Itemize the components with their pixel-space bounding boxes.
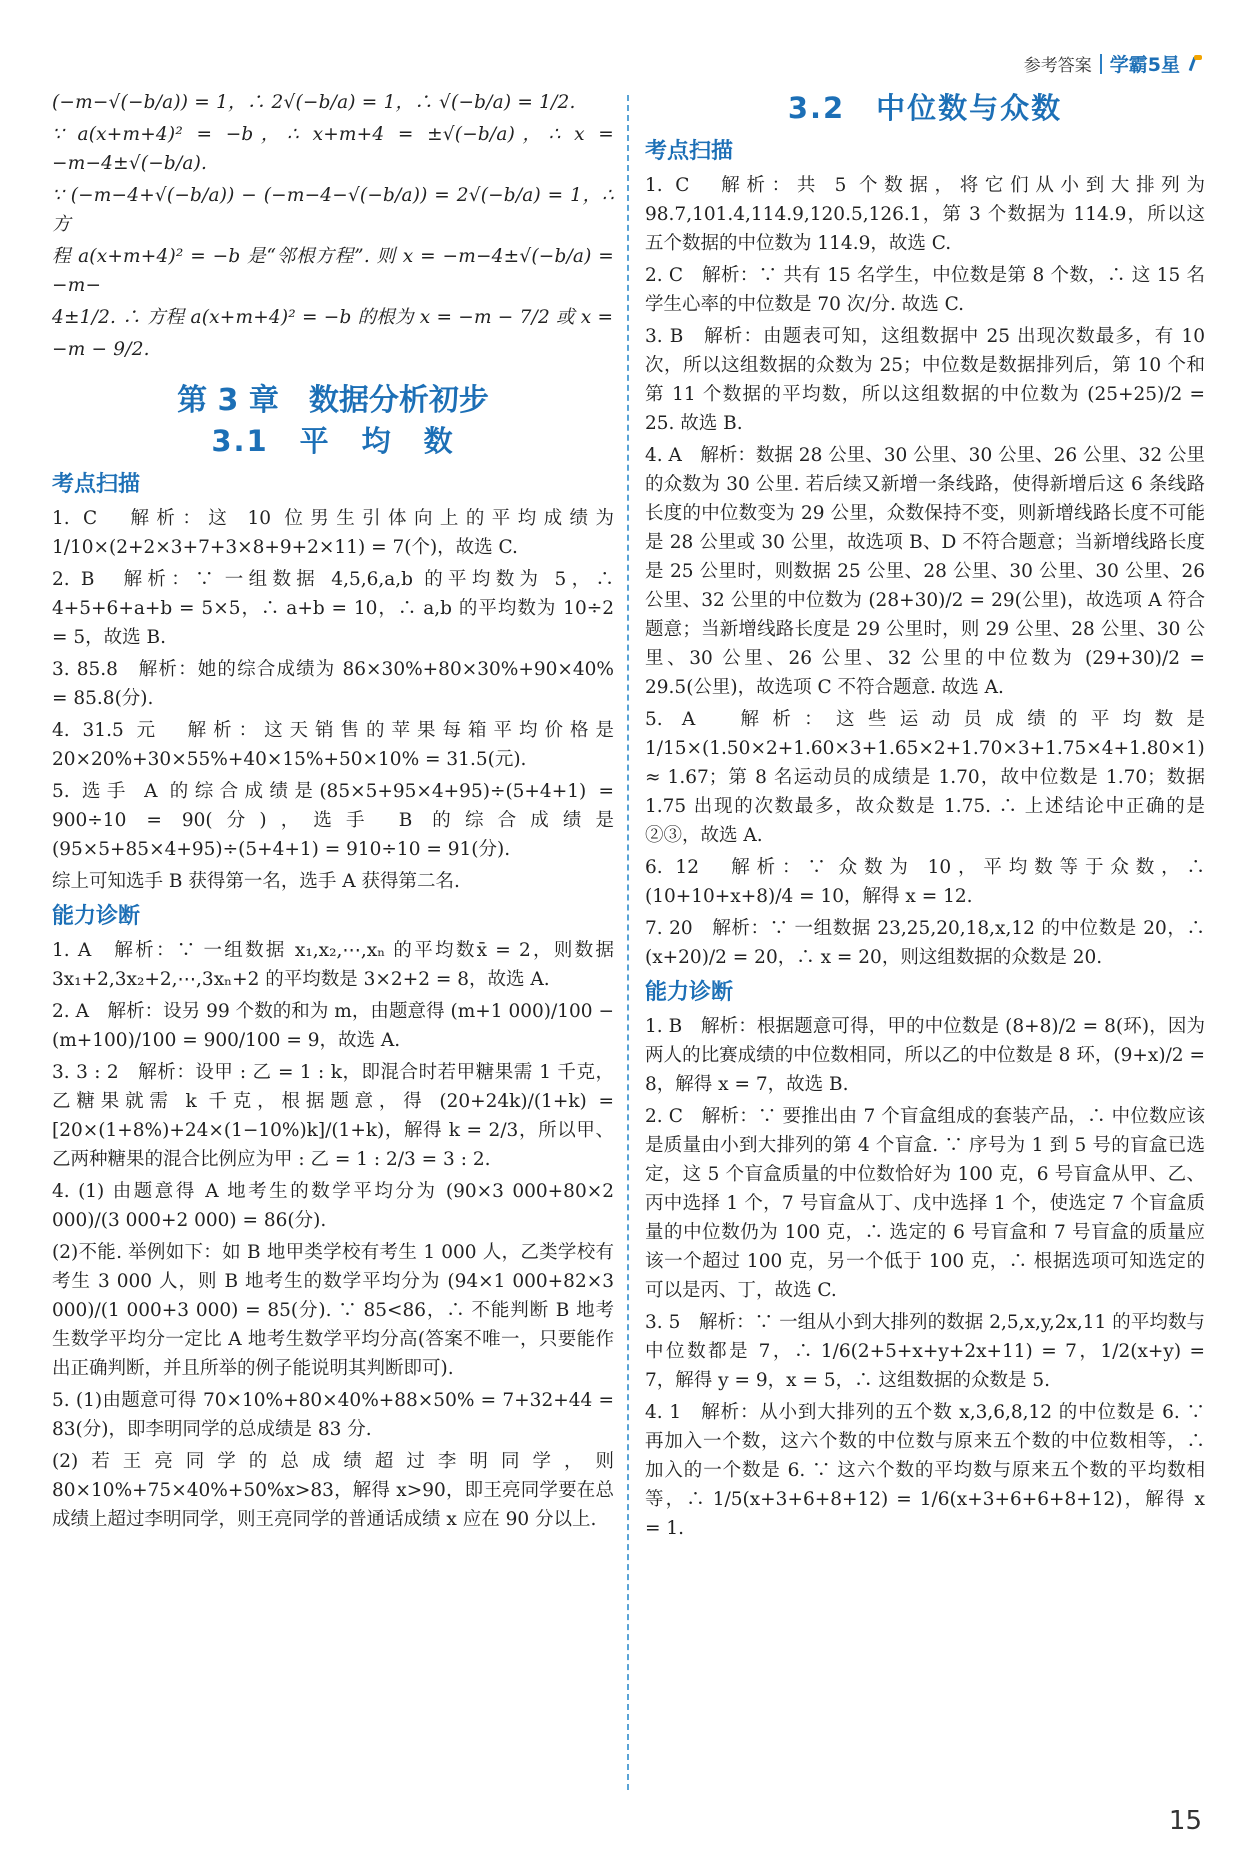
answer-item: 2. B 解析：∵ 一组数据 4,5,6,a,b 的平均数为 5，∴ 4+5+6+a+b = 5×5，∴ a+b = 10，∴ a,b 的平均数为 10÷2 = 5，故选 B. xyxy=(52,569,614,648)
brand-pen-icon xyxy=(1188,55,1202,73)
answer-item: 3. 85.8 解析：她的综合成绩为 86×30%+80×30%+90×40% = 85.8(分). xyxy=(52,659,614,709)
nengli-heading: 能力诊断 xyxy=(645,980,734,1005)
kaodian-heading: 考点扫描 xyxy=(645,139,734,164)
answer-item: 7. 20 解析：∵ 一组数据 23,25,20,18,x,12 的中位数是 20，∴ (x+20)/2 = 20，∴ x = 20，则这组数据的众数是 20. xyxy=(645,918,1205,968)
answer-item: 3. B 解析：由题表可知，这组数据中 25 出现次数最多，有 10 次，所以这组数据的众数为 25；中位数是数据排列后，第 10 个和第 11 个数据的平均数，所以这组数据的中位数为 (25+25)/2 = 25. 故选 B. xyxy=(645,326,1205,434)
kaodian-heading: 考点扫描 xyxy=(52,472,141,497)
answer-item: 2. C 解析：∵ 要推出由 7 个盲盒组成的套装产品，∴ 中位数应该是质量由小到大排列的第 4 个盲盒. ∵ 序号为 1 到 5 号的盲盒已选定，这 5 个盲盒质量的中位数恰好为 100 克，6 号盲盒从甲、乙、丙中选择 1 个，7 号盲盒从丁、戊中选择 1 个，使选定 7 个盲盒质量的中位数仍为 100 克，∴ 选定的 6 号盲盒和 7 号盲盒的质量应该一个超过 100 克，另一个低于 100 克，∴ 根据选项可知选定的可以是丙、丁，故选 C. xyxy=(645,1106,1205,1301)
continuation-line: −m − 9/2. xyxy=(52,339,150,360)
answer-item: 1. A 解析：∵ 一组数据 x₁,x₂,⋯,xₙ 的平均数x̄ = 2，则数据 3x₁+2,3x₂+2,⋯,3xₙ+2 的平均数是 3×2+2 = 8，故选 A. xyxy=(52,940,614,990)
answer-item: (2)不能. 举例如下：如 B 地甲类学校有考生 1 000 人，乙类学校有考生 3 000 人，则 B 地考生的数学平均分为 (94×1 000+82×3 000)/(1 000+3 000) = 85(分). ∵ 85<86，∴ 不能判断 B 地考生数学平均分一定比 A 地考生数学平均分高(答案不唯一，只要能作出正确判断，并且所举的例子能说明其判断即可). xyxy=(52,1242,614,1379)
brand-logo-text: 学霸5星 xyxy=(1109,54,1180,76)
page-header xyxy=(1024,50,1202,77)
section-title-3-1: 3.1 平 均 数 xyxy=(211,424,455,458)
chapter-title: 第 3 章 数据分析初步 xyxy=(177,383,489,418)
continuation-line: (−m−√(−b/a)) = 1，∴ 2√(−b/a) = 1，∴ √(−b/a) = 1/2. xyxy=(52,92,576,113)
answer-item: 4. A 解析：数据 28 公里、30 公里、30 公里、26 公里、32 公里的众数为 30 公里. 若后续又新增一条线路，使得新增后这 6 条线路长度的中位数变为 29 公里，众数保持不变，则新增线路长度不可能是 28 公里或 30 公里，故选项 B、D 不符合题意；当新增线路长度是 25 公里时，则数据 25 公里、28 公里、30 公里、30 公里、26 公里、32 公里的中位数为 (28+30)/2 = 29(公里)，故选项 A 符合题意；当新增线路长度是 29 公里时，则 29 公里、28 公里、30 公里、30 公里、26 公里、32 公里的中位数为 (29+30)/2 = 29.5(公里)，故选项 C 不符合题意. 故选 A. xyxy=(645,445,1205,698)
section-title-3-2: 3.2 中位数与众数 xyxy=(787,91,1063,125)
answer-item: (2)若王亮同学的总成绩超过李明同学，则 80×10%+75×40%+50%x>83，解得 x>90，即王亮同学要在总成绩上超过李明同学，则王亮同学的普通话成绩 x 应在 90 分以上. xyxy=(52,1451,614,1530)
answer-item: 4. 31.5 元 解析：这天销售的苹果每箱平均价格是 20×20%+30×55%+40×15%+50×10% = 31.5(元). xyxy=(52,720,614,770)
continuation-line: ∵ a(x+m+4)² = −b，∴ x+m+4 = ±√(−b/a)，∴ x = −m−4±√(−b/a). xyxy=(52,124,614,174)
page-number: 15 xyxy=(1168,1806,1202,1836)
left-column xyxy=(52,88,614,1537)
header-separator xyxy=(1100,54,1102,74)
answer-item: 3. 5 解析：∵ 一组从小到大排列的数据 2,5,x,y,2x,11 的平均数与中位数都是 7，∴ 1/6(2+5+x+y+2x+11) = 7，1/2(x+y) = 7，解得 y = 9，x = 5，∴ 这组数据的众数是 5. xyxy=(645,1312,1205,1391)
answer-item: 4. 1 解析：从小到大排列的五个数 x,3,6,8,12 的中位数是 6. ∵ 再加入一个数，这六个数的中位数与原来五个数的中位数相等，∴ 加入的一个数是 6. ∵ 这六个数的平均数与原来五个数的平均数相等，∴ 1/5(x+3+6+8+12) = 1/6(x+3+6+6+8+12)，解得 x = 1. xyxy=(645,1402,1205,1539)
nengli-heading: 能力诊断 xyxy=(52,904,141,929)
column-divider xyxy=(627,95,629,1790)
answer-item: 2. A 解析：设另 99 个数的和为 m，由题意得 (m+1 000)/100 − (m+100)/100 = 900/100 = 9，故选 A. xyxy=(52,1001,614,1051)
answer-item: 4. (1) 由题意得 A 地考生的数学平均分为 (90×3 000+80×2 000)/(3 000+2 000) = 86(分). xyxy=(52,1181,614,1231)
answer-item: 2. C 解析：∵ 共有 15 名学生，中位数是第 8 个数，∴ 这 15 名学生心率的中位数是 70 次/分. 故选 C. xyxy=(645,265,1205,315)
answer-item: 5. 选手 A 的综合成绩是(85×5+95×4+95)÷(5+4+1) = 900÷10 = 90(分)，选手 B 的综合成绩是(95×5+85×4+95)÷(5+4+1) = 910÷10 = 91(分). xyxy=(52,781,614,860)
header-label: 参考答案 xyxy=(1023,56,1092,76)
continuation-line: 4±1/2. ∴ 方程 a(x+m+4)² = −b 的根为 x = −m − 7/2 或 x = xyxy=(52,307,614,328)
continuation-line: ∵ (−m−4+√(−b/a)) − (−m−4−√(−b/a)) = 2√(−b/a) = 1，∴ 方 xyxy=(52,185,614,235)
right-column xyxy=(645,88,1205,1546)
answer-item: 5. (1)由题意可得 70×10%+80×40%+88×50% = 7+32+44 = 83(分)，即李明同学的总成绩是 83 分. xyxy=(52,1390,614,1440)
answer-item: 综上可知选手 B 获得第一名，选手 A 获得第二名. xyxy=(52,871,460,892)
answer-item: 5. A 解析：这些运动员成绩的平均数是 1/15×(1.50×2+1.60×3+1.65×2+1.70×3+1.75×4+1.80×1) ≈ 1.67；第 8 名运动员的成绩是 1.70，故中位数是 1.70；数据 1.75 出现的次数最多，故众数是 1.75. ∴ 上述结论中正确的是②③，故选 A. xyxy=(645,709,1205,846)
answer-item: 6. 12 解析：∵ 众数为 10，平均数等于众数，∴ (10+10+x+8)/4 = 10，解得 x = 12. xyxy=(645,857,1205,907)
answer-item: 1. C 解析：这 10 位男生引体向上的平均成绩为 1/10×(2+2×3+7+3×8+9+2×11) = 7(个)，故选 C. xyxy=(52,508,614,558)
answer-item: 3. 3 : 2 解析：设甲 : 乙 = 1 : k，即混合时若甲糖果需 1 千克，乙糖果就需 k 千克，根据题意，得 (20+24k)/(1+k) = [20×(1+8%)+24×(1−10%)k]/(1+k)，解得 k = 2/3，所以甲、乙两种糖果的混合比例应为甲 : 乙 = 1 : 2/3 = 3 : 2. xyxy=(52,1062,614,1170)
answer-item: 1. C 解析：共 5 个数据，将它们从小到大排列为 98.7,101.4,114.9,120.5,126.1，第 3 个数据为 114.9，所以这五个数据的中位数为 114.9，故选 C. xyxy=(645,175,1205,254)
answer-item: 1. B 解析：根据题意可得，甲的中位数是 (8+8)/2 = 8(环)，因为两人的比赛成绩的中位数相同，所以乙的中位数是 8 环，(9+x)/2 = 8，解得 x = 7，故选 B. xyxy=(645,1016,1205,1095)
continuation-line: 程 a(x+m+4)² = −b 是“邻根方程”. 则 x = −m−4±√(−b/a) = −m− xyxy=(52,246,614,296)
